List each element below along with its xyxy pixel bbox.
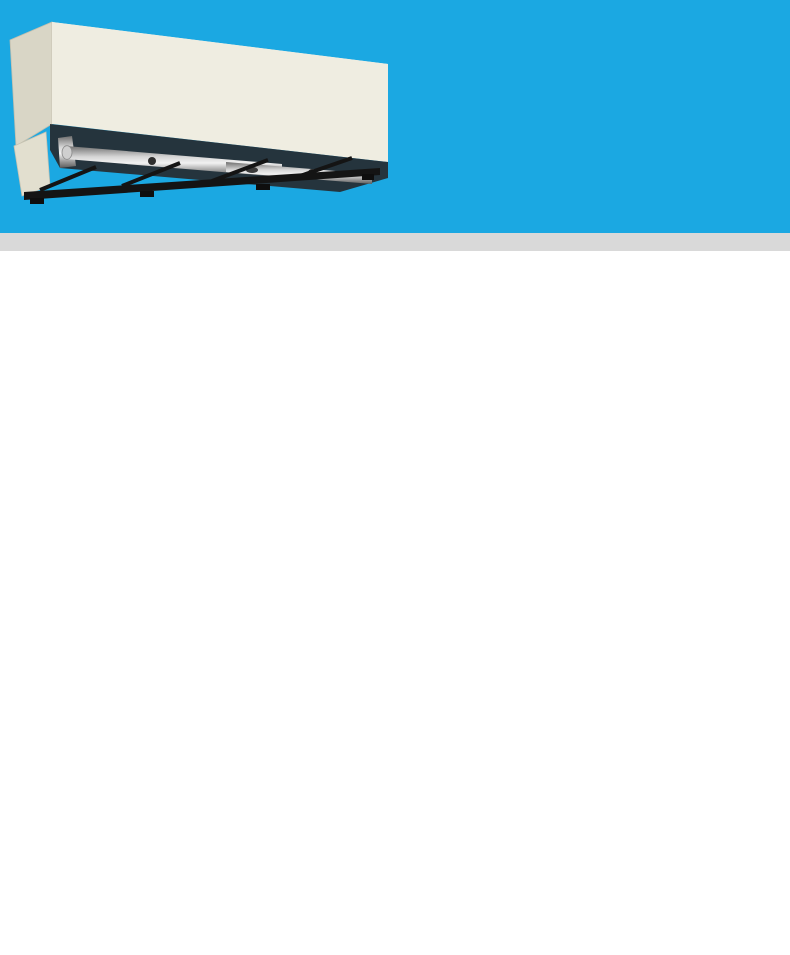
hero-banner [0,0,790,233]
spec-table-section [0,251,790,275]
chiller-product-photo [0,0,392,228]
hero-text-block [388,24,786,37]
divider-band [0,233,790,251]
side-panel [10,22,52,146]
